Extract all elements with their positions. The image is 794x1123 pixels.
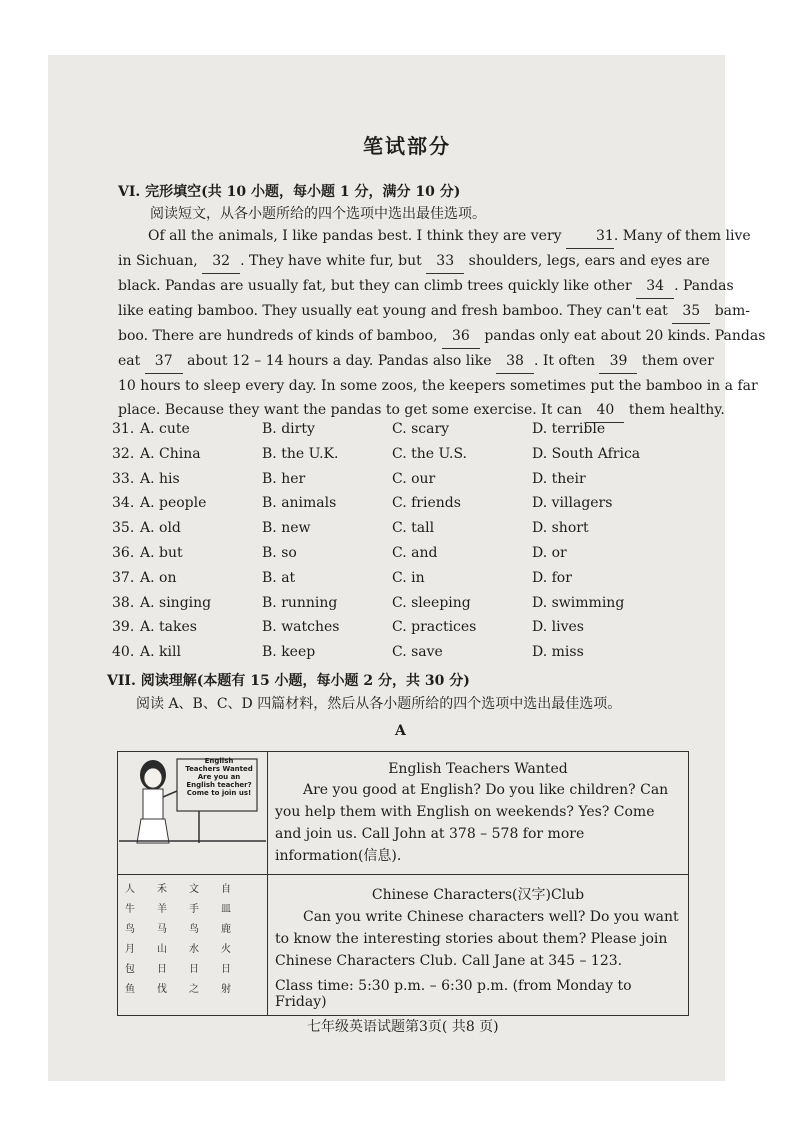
option-b: B. new <box>262 520 311 537</box>
option-b: B. animals <box>262 495 337 512</box>
option-d: D. South Africa <box>532 445 641 462</box>
glyph-row <box>125 980 260 1000</box>
passage-text: . Many of them live <box>613 228 751 244</box>
question-row <box>112 421 702 446</box>
answer-blank: 33 <box>426 249 464 274</box>
answer-blank: 32 <box>202 249 240 274</box>
option-c: C. and <box>392 544 438 561</box>
ad-row-english <box>118 752 689 875</box>
passage-line <box>118 224 751 249</box>
option-d: D. lives <box>532 619 584 636</box>
option-d: D. or <box>532 544 567 561</box>
passage-text: 10 hours to sleep every day. In some zoos, the keepers sometimes put the bamboo in a far <box>118 378 758 394</box>
poster-line: Teachers Wanted <box>185 764 253 773</box>
glyph: 月 <box>125 944 135 955</box>
option-c: C. tall <box>392 520 435 537</box>
character-glyph-grid <box>119 876 266 1004</box>
glyph: 日 <box>157 964 167 975</box>
question-number: 33. <box>112 470 135 487</box>
passage-text: eat <box>118 353 145 369</box>
question-row <box>112 619 702 644</box>
option-b: B. the U.K. <box>262 445 339 462</box>
option-b: B. keep <box>262 644 316 661</box>
cloze-passage <box>118 224 766 423</box>
passage-line <box>118 374 758 398</box>
option-a: A. China <box>140 445 201 462</box>
option-d: D. villagers <box>532 495 613 512</box>
question-number: 32. <box>112 445 135 462</box>
glyph: 日 <box>221 964 231 975</box>
question-number: 38. <box>112 594 135 611</box>
class-time: Class time: 5:30 p.m. – 6:30 p.m. (from Monday to Friday) <box>275 978 632 1010</box>
passage-text: about 12 – 14 hours a day. Pandas also like <box>182 353 496 369</box>
question-row <box>112 471 702 496</box>
passage-text: . They have white fur, but <box>240 253 427 269</box>
option-a: A. his <box>140 470 180 487</box>
option-d: D. their <box>532 470 586 487</box>
option-a: A. takes <box>140 619 197 636</box>
ad-row-chinese <box>118 875 689 1016</box>
glyph-row <box>125 920 260 940</box>
question-row <box>112 520 702 545</box>
glyph-row <box>125 900 260 920</box>
passage-line <box>118 398 725 423</box>
passage-text: them over <box>637 353 714 369</box>
passage-text: them healthy. <box>624 402 725 418</box>
passage-text: bam- <box>710 303 751 319</box>
poster-line: English <box>204 756 234 765</box>
glyph: 山 <box>157 944 167 955</box>
glyph-row <box>125 880 260 900</box>
passage-line <box>118 274 734 299</box>
section-6-instruction: 阅读短文，从各小题所给的四个选项中选出最佳选项。 <box>150 206 486 222</box>
question-row <box>112 644 702 669</box>
passage-line <box>118 349 714 374</box>
question-number: 37. <box>112 569 135 586</box>
option-b: B. so <box>262 544 297 561</box>
option-a: A. on <box>140 569 177 586</box>
option-a: A. singing <box>140 594 212 611</box>
answer-blank: 36 <box>442 324 480 349</box>
option-c: C. friends <box>392 495 461 512</box>
glyph: 鹿 <box>221 924 231 935</box>
passage-line <box>118 299 751 324</box>
answer-blank: 35 <box>672 299 710 324</box>
option-c: C. practices <box>392 619 477 636</box>
glyph: 包 <box>125 964 135 975</box>
option-b: B. dirty <box>262 421 315 437</box>
glyph: 马 <box>157 924 167 935</box>
character-chart <box>118 875 268 1016</box>
ad-english-teachers <box>268 752 689 875</box>
part-a-label: A <box>395 723 406 739</box>
option-c: C. sleeping <box>392 594 471 611</box>
poster-line: Come to join us! <box>186 788 252 797</box>
glyph: 自 <box>221 884 231 895</box>
option-c: C. the U.S. <box>392 445 467 462</box>
ad-text: Are you good at English? Do you like children? Can you help them with English on weekends? Yes? Come and join us. Call John at 378 – 578 for more information(信息). <box>275 782 669 864</box>
option-c: C. save <box>392 644 443 661</box>
glyph: 射 <box>221 984 231 995</box>
answer-blank: 31 <box>566 224 614 249</box>
answer-blank: 40 <box>586 398 624 423</box>
cloze-questions <box>112 421 702 669</box>
option-a: A. kill <box>140 644 181 661</box>
passage-text: Of all the animals, I like pandas best. I think they are very <box>148 228 567 244</box>
poster-text <box>182 757 257 797</box>
question-number: 40. <box>112 644 135 661</box>
option-a: A. but <box>140 544 183 561</box>
glyph: 羊 <box>157 904 167 915</box>
passage-text: in Sichuan, <box>118 253 203 269</box>
option-a: A. old <box>140 520 181 537</box>
option-d: D. terrible <box>532 421 606 437</box>
question-number: 31. <box>112 421 135 437</box>
ad-title: Chinese Characters(汉字)Club <box>371 887 585 903</box>
option-d: D. short <box>532 520 589 537</box>
option-d: D. for <box>532 569 572 586</box>
poster-image <box>118 752 268 875</box>
option-c: C. in <box>392 569 425 586</box>
glyph: 水 <box>189 944 199 955</box>
option-d: D. swimming <box>532 594 625 611</box>
question-row <box>112 570 702 595</box>
glyph: 人 <box>125 884 135 895</box>
glyph: 手 <box>189 904 199 915</box>
ad-chinese-characters <box>268 875 689 1016</box>
section-7-instruction: 阅读 A、B、C、D 四篇材料，然后从各小题所给的四个选项中选出最佳选项。 <box>136 696 622 712</box>
passage-text: like eating bamboo. They usually eat young and fresh bamboo. They can't eat <box>118 303 673 319</box>
option-a: A. cute <box>140 421 190 437</box>
answer-blank: 37 <box>145 349 183 374</box>
answer-blank: 38 <box>496 349 534 374</box>
glyph-row <box>125 940 260 960</box>
ad-text: Can you write Chinese characters well? Do you want to know the interesting stories about them? Please join Chinese Characters Club. Call Jane at 345 – 123. <box>275 909 679 969</box>
glyph: 鸟 <box>125 924 135 935</box>
section-7-heading: VII. 阅读理解(本题有 15 小题，每小题 2 分，共 30 分) <box>107 673 470 689</box>
option-c: C. our <box>392 470 436 487</box>
question-row <box>112 595 702 620</box>
glyph: 鸟 <box>189 924 199 935</box>
question-number: 39. <box>112 619 135 636</box>
option-b: B. her <box>262 470 306 487</box>
option-b: B. running <box>262 594 338 611</box>
ads-table <box>117 751 689 1016</box>
glyph: 牛 <box>125 904 135 915</box>
passage-text: place. Because they want the pandas to get some exercise. It can <box>118 402 587 418</box>
passage-text: black. Pandas are usually fat, but they can climb trees quickly like other <box>118 278 637 294</box>
option-b: B. at <box>262 569 296 586</box>
glyph: 之 <box>189 984 199 995</box>
passage-text: boo. There are hundreds of kinds of bamboo, <box>118 328 442 344</box>
glyph: 日 <box>189 964 199 975</box>
question-number: 36. <box>112 544 135 561</box>
question-number: 34. <box>112 495 135 512</box>
question-number: 35. <box>112 520 135 537</box>
question-row <box>112 446 702 471</box>
question-row <box>112 495 702 520</box>
passage-text: . It often <box>533 353 600 369</box>
answer-blank: 34 <box>636 274 674 299</box>
poster-line: English teacher? <box>186 780 252 789</box>
passage-line <box>118 324 766 349</box>
option-c: C. scary <box>392 421 450 437</box>
option-d: D. miss <box>532 644 584 661</box>
passage-text: shoulders, legs, ears and eyes are <box>464 253 710 269</box>
option-a: A. people <box>140 495 207 512</box>
passage-line <box>118 249 710 274</box>
poster-line: Are you an <box>197 772 241 781</box>
answer-blank: 39 <box>599 349 637 374</box>
page-footer: 七年级英语试题第3页( 共8 页) <box>307 1019 499 1035</box>
section-6-heading: VI. 完形填空(共 10 小题，每小题 1 分，满分 10 分) <box>118 184 461 200</box>
glyph: 鱼 <box>125 984 135 995</box>
page-title: 笔试部分 <box>363 134 451 158</box>
glyph-row <box>125 960 260 980</box>
ad-title: English Teachers Wanted <box>388 761 568 777</box>
glyph: 文 <box>189 884 199 895</box>
passage-text: pandas only eat about 20 kinds. Pandas <box>479 328 766 344</box>
glyph: 火 <box>221 944 231 955</box>
question-row <box>112 545 702 570</box>
glyph: 禾 <box>157 884 167 895</box>
glyph: 伐 <box>157 984 167 995</box>
option-b: B. watches <box>262 619 340 636</box>
glyph: 皿 <box>221 904 231 915</box>
passage-text: . Pandas <box>674 278 734 294</box>
